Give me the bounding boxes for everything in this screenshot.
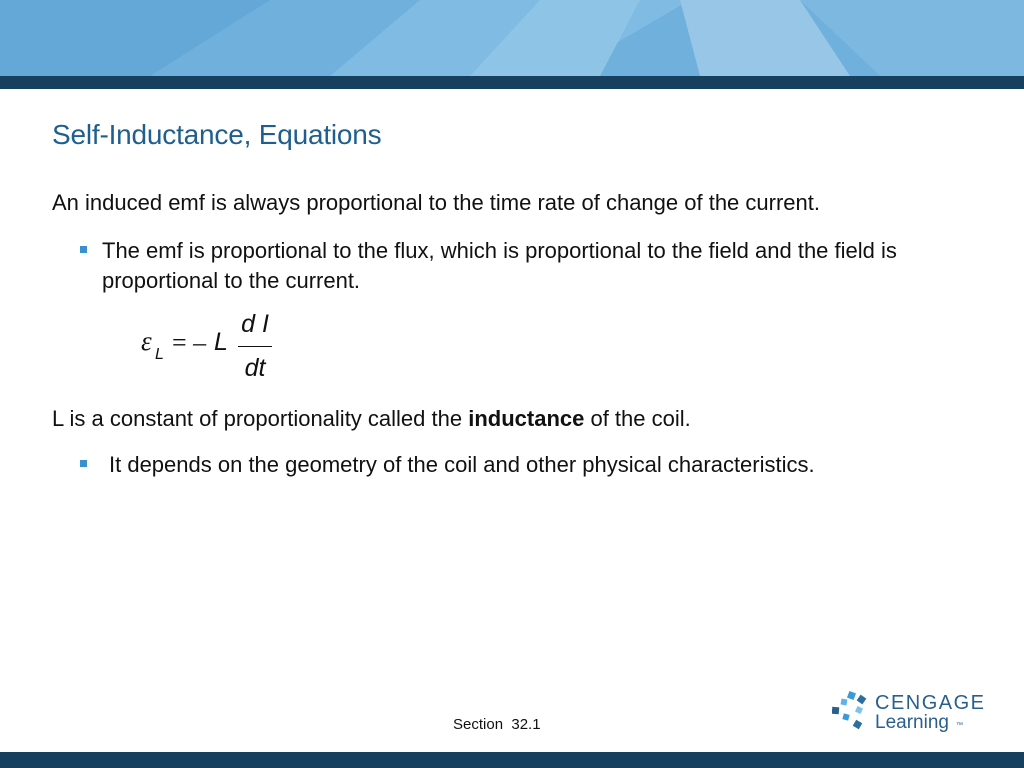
fraction-bar xyxy=(238,346,272,347)
bullet-item-geometry xyxy=(80,450,815,480)
bullet-text: The emf is proportional to the flux, which is proportional to the field and the field is proportional to the current. xyxy=(102,238,897,293)
emf-symbol: ε xyxy=(141,326,152,356)
cengage-logo xyxy=(832,690,992,740)
inductance-text-after: of the coil. xyxy=(584,406,691,431)
equals-minus-sign: = – xyxy=(172,328,207,357)
inductance-equation xyxy=(136,306,296,386)
emf-subscript: L xyxy=(155,346,164,363)
intro-paragraph: An induced emf is always proportional to the time rate of change of the current. xyxy=(52,190,820,215)
logo-trademark: ™ xyxy=(956,722,963,729)
logo-sub-text: Learning xyxy=(875,712,949,733)
logo-brand-text: CENGAGE xyxy=(875,692,986,714)
fraction-numerator: d I xyxy=(241,310,269,338)
fraction-denominator: dt xyxy=(244,354,266,382)
section-label: Section 32.1 xyxy=(453,716,541,733)
cengage-mark-icon xyxy=(832,690,872,736)
slide-title: Self-Inductance, Equations xyxy=(52,119,382,150)
bullet-square-icon xyxy=(80,246,87,253)
inductance-paragraph xyxy=(52,404,691,434)
inductance-text-before: L is a constant of proportionality called the xyxy=(52,406,469,431)
bullet-text: It depends on the geometry of the coil and other physical characteristics. xyxy=(109,452,815,477)
inductance-term: inductance xyxy=(468,406,585,431)
header-banner xyxy=(0,0,1024,76)
inductance-symbol: L xyxy=(214,328,228,356)
bullet-square-icon xyxy=(80,460,87,467)
bullet-item-flux xyxy=(80,236,960,296)
footer-bar xyxy=(0,752,1024,768)
header-rule xyxy=(0,76,1024,89)
